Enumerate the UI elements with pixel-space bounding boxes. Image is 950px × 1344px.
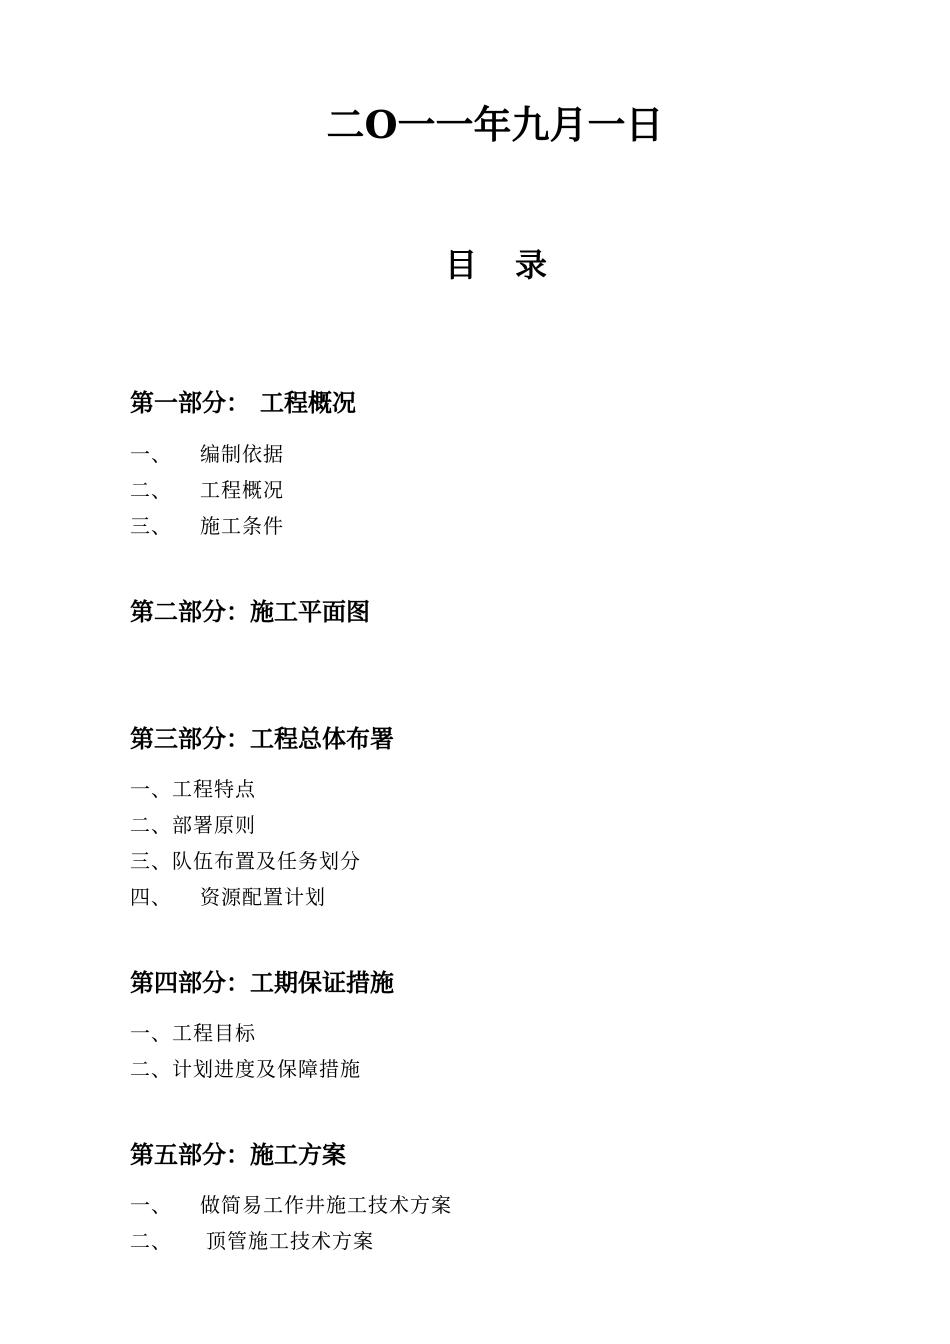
toc-title-char-1: 目: [444, 246, 479, 284]
document-date: 二O一一年九月一日: [326, 102, 664, 147]
item-number: 四、: [130, 885, 172, 909]
part-5-heading: 第五部分：施工方案: [130, 1140, 346, 1169]
item-text: 顶管施工技术方案: [206, 1229, 374, 1253]
item-number: 二、: [130, 1057, 172, 1081]
item-text: 编制依据: [200, 442, 284, 466]
item-text: 施工条件: [200, 514, 284, 538]
part-4-item-1: [130, 1020, 256, 1046]
part-3-item-1: [130, 776, 256, 802]
part-1-heading-title: 工程概况: [260, 388, 356, 417]
part-1-heading-prefix: 第一部分：: [130, 388, 250, 417]
part-2-heading: 第二部分：施工平面图: [130, 597, 370, 626]
item-text: 计划进度及保障措施: [172, 1057, 361, 1081]
item-number: 三、: [130, 514, 172, 538]
toc-title: [0, 243, 950, 287]
item-number: 三、: [130, 849, 172, 873]
item-number: 一、: [130, 1021, 172, 1045]
part-1-item-2: [130, 477, 284, 503]
item-text: 工程目标: [172, 1021, 256, 1045]
item-number: 一、: [130, 777, 172, 801]
item-number: 一、: [130, 442, 172, 466]
item-text: 部署原则: [172, 813, 256, 837]
item-number: 二、: [130, 1229, 172, 1253]
item-number: 二、: [130, 813, 172, 837]
part-3-item-3: [130, 848, 361, 874]
part-1-item-1: [130, 441, 284, 467]
item-text: 队伍布置及任务划分: [172, 849, 361, 873]
item-text: 工程概况: [200, 478, 284, 502]
part-4-heading: 第四部分：工期保证措施: [130, 968, 394, 997]
item-text: 工程特点: [172, 777, 256, 801]
item-text: 做简易工作井施工技术方案: [200, 1193, 452, 1217]
part-1-heading: [130, 387, 356, 419]
item-text: 资源配置计划: [200, 885, 326, 909]
item-number: 二、: [130, 478, 172, 502]
toc-title-char-2: 录: [515, 246, 550, 284]
part-1-item-3: [130, 513, 284, 539]
part-5-item-1: [130, 1192, 452, 1218]
part-5-item-2: [130, 1228, 374, 1254]
part-3-heading: 第三部分：工程总体布署: [130, 724, 394, 753]
part-3-item-2: [130, 812, 256, 838]
item-number: 一、: [130, 1193, 172, 1217]
part-4-item-2: [130, 1056, 361, 1082]
part-3-item-4: [130, 884, 326, 910]
